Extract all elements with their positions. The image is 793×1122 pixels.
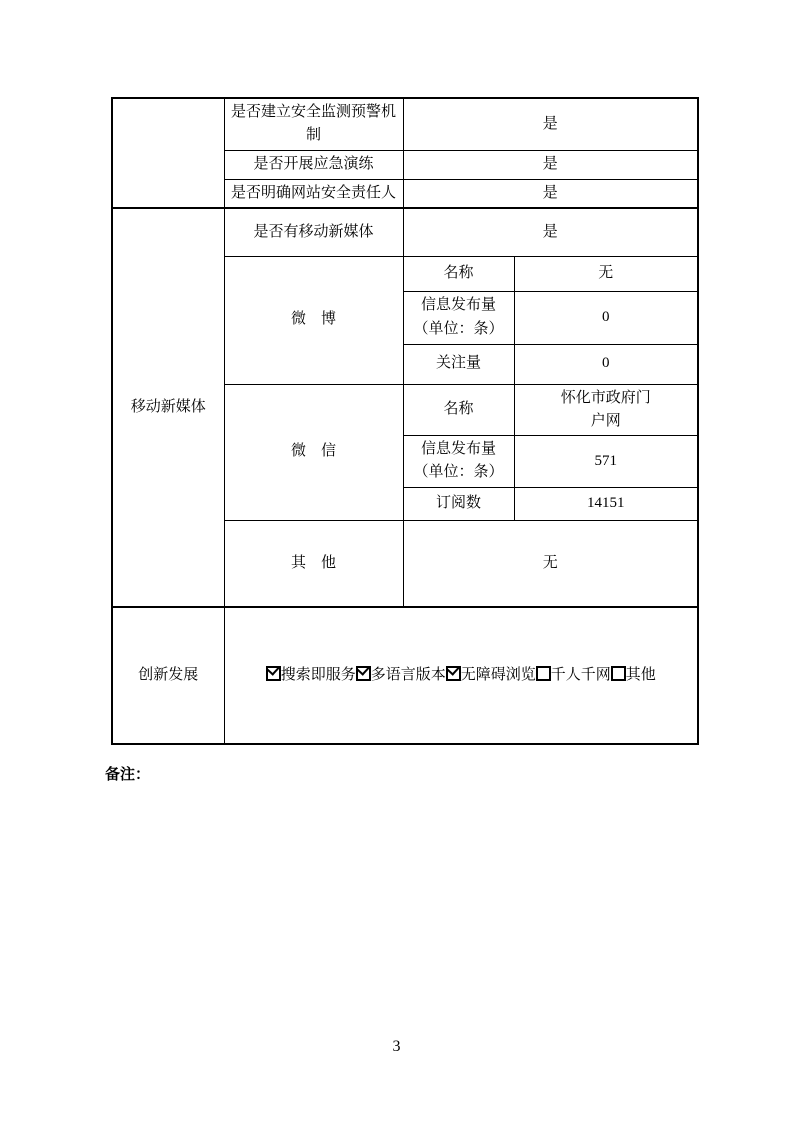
mobile-media-section-label: 移动新媒体	[112, 208, 224, 607]
wechat-value: 571	[514, 436, 698, 488]
weibo-value: 0	[514, 291, 698, 344]
wechat-value: 14151	[514, 487, 698, 520]
security-question: 是否明确网站安全责任人	[224, 179, 403, 208]
checkbox-checked-icon	[266, 666, 281, 681]
option-label: 无障碍浏览	[460, 666, 536, 683]
checkbox-unchecked-icon	[536, 666, 551, 681]
wechat-name-value: 怀化市政府门户网	[560, 389, 651, 429]
option-multilingual	[356, 667, 446, 683]
option-label: 千人千网	[550, 666, 611, 683]
table-row	[112, 607, 698, 744]
option-personalized	[536, 667, 611, 683]
remark-label: 备注：	[105, 767, 151, 783]
option-other	[611, 667, 656, 683]
option-label: 多语言版本	[370, 666, 446, 683]
security-answer: 是	[403, 179, 698, 208]
weibo-field: 关注量	[403, 344, 514, 384]
annual-report-table	[111, 97, 699, 745]
option-label: 其他	[625, 666, 656, 683]
other-media-value: 无	[403, 520, 698, 607]
other-media-label: 其 他	[224, 520, 403, 607]
mobile-media-answer: 是	[403, 208, 698, 256]
table-row	[112, 98, 698, 150]
option-accessibility	[446, 667, 536, 683]
weibo-value: 0	[514, 344, 698, 384]
weibo-label: 微 博	[224, 256, 403, 384]
weibo-field: 信息发布量（单位：条）	[403, 291, 514, 344]
wechat-field: 名称	[403, 384, 514, 436]
innovation-options-cell	[224, 607, 698, 744]
security-answer: 是	[403, 98, 698, 150]
option-label: 搜索即服务	[280, 666, 356, 683]
checkbox-checked-icon	[446, 666, 461, 681]
wechat-label: 微 信	[224, 384, 403, 520]
security-answer: 是	[403, 150, 698, 179]
weibo-value: 无	[514, 256, 698, 291]
security-question: 是否建立安全监测预警机制	[224, 98, 403, 150]
option-search-as-service	[266, 667, 356, 683]
security-question: 是否开展应急演练	[224, 150, 403, 179]
weibo-field: 名称	[403, 256, 514, 291]
checkbox-unchecked-icon	[611, 666, 626, 681]
mobile-media-question: 是否有移动新媒体	[224, 208, 403, 256]
wechat-value	[514, 384, 698, 436]
page-number: 3	[392, 1038, 401, 1055]
table-row	[112, 208, 698, 256]
wechat-field: 信息发布量（单位：条）	[403, 436, 514, 488]
security-section-label-cell	[112, 98, 224, 208]
checkbox-checked-icon	[356, 666, 371, 681]
wechat-field: 订阅数	[403, 487, 514, 520]
innovation-section-label: 创新发展	[112, 607, 224, 744]
innovation-options	[231, 664, 692, 687]
